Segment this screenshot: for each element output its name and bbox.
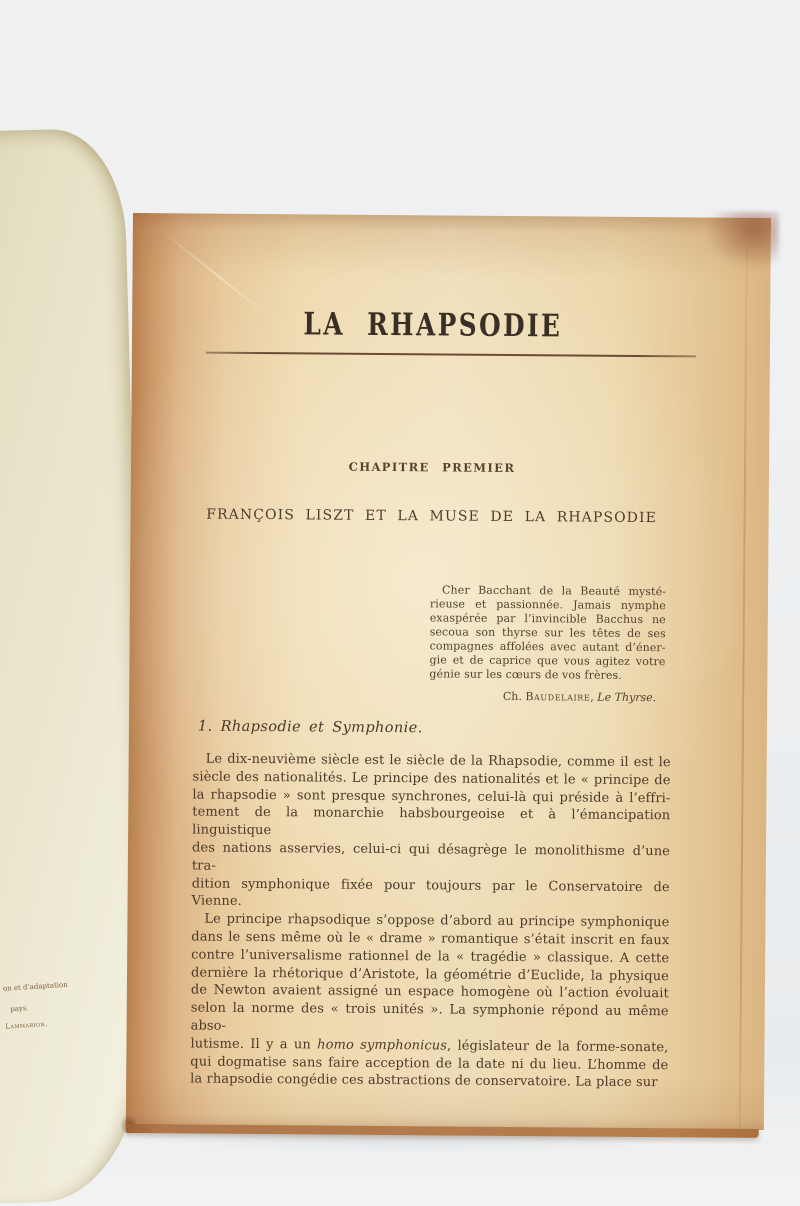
- left-page-fragment: pays.: [10, 1004, 29, 1014]
- epigraph-line: secoua son thyrse sur les têtes de ses: [429, 625, 666, 641]
- chapter-title: FRANÇOIS LISZT ET LA MUSE DE LA RHAPSODIE: [206, 506, 658, 527]
- attribution-prefix: Ch.: [502, 689, 526, 704]
- left-page-fragment: on et d’adaptation: [2, 980, 68, 993]
- body-line: des nations asservies, celui-ci qui désagrège le monolithisme d’une tra-: [191, 840, 671, 874]
- epigraph-line: gie et de caprice que vous agitez votre: [429, 653, 666, 669]
- left-page-fragment: Lammarion.: [5, 1020, 49, 1031]
- attribution-author: Baudelaire: [525, 690, 591, 704]
- right-page: [126, 213, 771, 1130]
- body-line: qui dogmatise sans faire acception de la date ni du lieu. L’homme de: [190, 1054, 669, 1073]
- body-line: la rhapsodie congédie ces abstractions de conservatoire. La place sur: [190, 1071, 658, 1091]
- left-page-text-fragments: [0, 978, 94, 1057]
- body-line: lutisme. Il y a un homo symphonicus, législateur de la forme-sonate,: [190, 1036, 669, 1055]
- epigraph-line: rieuse et passionnée. Jamais nymphe: [429, 597, 666, 613]
- body-line: Le principe rhapsodique s’oppose d’abord au principe symphonique: [204, 911, 670, 931]
- epigraph-line: exaspérée par l’invincible Bacchus ne: [429, 611, 666, 627]
- attribution-separator: ,: [590, 690, 598, 704]
- body-line: dernière la rhétorique d’Aristote, la géométrie d’Euclide, la physique: [190, 965, 670, 984]
- title-rule: [206, 352, 696, 358]
- attribution-suffix: .: [652, 691, 657, 705]
- page-corner-smudge: [120, 1115, 138, 1135]
- page-title-text: LA RHAPSODIE: [303, 306, 563, 345]
- ink-speck: [439, 1131, 448, 1135]
- epigraph-line: Cher Bacchant de la Beauté mysté-: [441, 583, 667, 599]
- epigraph-line: génie sur les cœurs de vos frères.: [429, 667, 622, 682]
- body-line: la rhapsodie » sont presque synchrones, celui-là qui préside à l’effri-: [192, 787, 671, 806]
- section-heading: 1. Rhapsodie et Symphonie.: [197, 718, 423, 737]
- body-line: tement de la monarchie habsbourgeoise et à l’émancipation linguistique: [192, 804, 671, 839]
- epigraph-line: compagnes affolées avec autant d’éner-: [429, 639, 666, 655]
- chapter-label: CHAPITRE PREMIER: [348, 459, 516, 476]
- body-line: dans le sens même où le « drame » romantique s’était inscrit en faux: [191, 929, 670, 949]
- body-line: contre l’universalisme rationnel de la « tragédie » classique. A cette: [191, 947, 670, 966]
- body-line: siècle des nationalités. Le principe des nationalités et le « principe de: [192, 769, 671, 789]
- body-line: dition symphonique fixée pour toujours par le Conservatoire de Vienne.: [191, 876, 670, 910]
- attribution-work: Le Thyrse: [597, 690, 653, 705]
- page-title: [194, 305, 672, 345]
- epigraph-attribution: [429, 689, 665, 704]
- fore-edge-line: [739, 224, 748, 1128]
- body-text: [190, 750, 671, 1092]
- body-line: de Newton avaient assigné un espace homogène où l’action évoluait: [190, 982, 669, 1002]
- body-line: Le dix-neuvième siècle est le siècle de la Rhapsodie, comme il est le: [205, 751, 671, 771]
- epigraph: [429, 583, 666, 683]
- body-line: selon la norme des « trois unités ». La symphonie répond au même abso-: [190, 1000, 669, 1034]
- page-corner-stain: [701, 211, 779, 272]
